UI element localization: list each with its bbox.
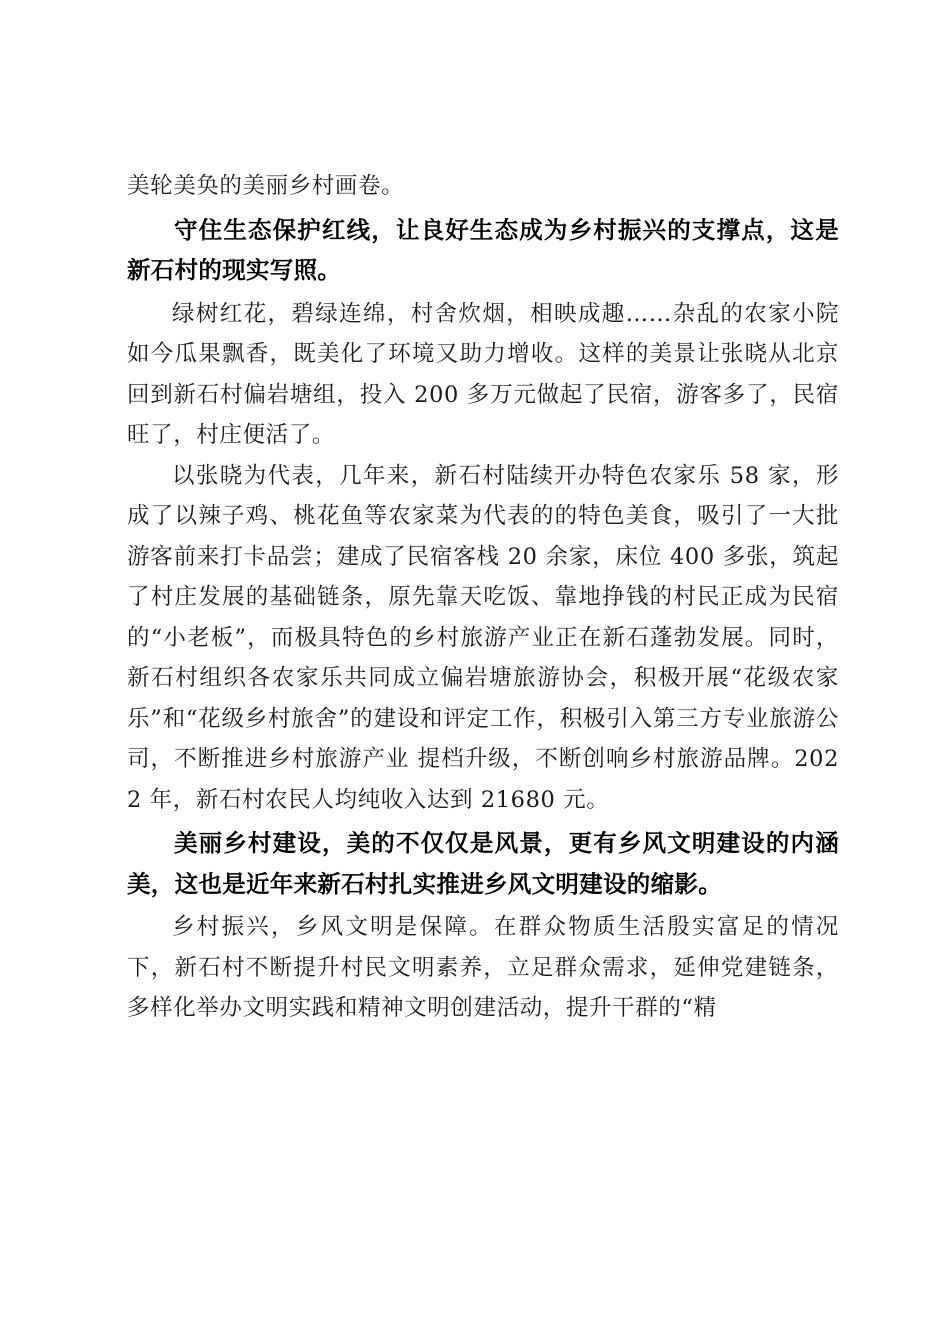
paragraph-bold-civilization: 美丽乡村建设，美的不仅仅是风景，更有乡风文明建设的内涵美，这也是近年来新石村扎实推进乡风文明建设的缩影。 [127, 829, 839, 898]
paragraph-bold-ecology: 守住生态保护红线，让良好生态成为乡村振兴的支撑点，这是新石村的现实写照。 [127, 215, 839, 284]
paragraph-rural-revitalization: 乡村振兴，乡风文明是保障。在群众物质生活殷实富足的情况下，新石村不断提升村民文明素养，立足群众需求，延伸党建链条，多样化举办文明实践和精神文明创建活动，提升干群的“精 [127, 914, 839, 1021]
paragraph-continuation: 美轮美奂的美丽乡村画卷。 [127, 173, 405, 199]
paragraph-homestay: 绿树红花，碧绿连绵，村舍炊烟，相映成趣……杂乱的农家小院如今瓜果飘香，既美化了环境又助力增收。这样的美景让张晓从北京回到新石村偏岩塘组，投入 200 多万元做起了民宿，游客多了，民宿旺了，村庄便活了。 [127, 300, 839, 448]
paragraph-tourism: 以张晓为代表，几年来，新石村陆续开办特色农家乐 58 家，形成了以辣子鸡、桃花鱼等农家菜为代表的的特色美食，吸引了一大批游客前来打卡品尝；建成了民宿客栈 20 余家，床位 400 多张，筑起了村庄发展的基础链条，原先靠天吃饭、靠地挣钱的村民正成为民宿的“小老板”，而极具特色的乡村旅游产业正在新石蓬勃发展。同时，新石村组织各农家乐共同成立偏岩塘旅游协会，积极开展“花级农家乐”和“花级乡村旅舍”的建设和评定工作，积极引入第三方专业旅游公司，不断推进乡村旅游产业 提档升级，不断创响乡村旅游品牌。2022 年，新石村农民人均纯收入达到 21680 元。 [127, 462, 839, 813]
document-body [127, 166, 839, 1029]
